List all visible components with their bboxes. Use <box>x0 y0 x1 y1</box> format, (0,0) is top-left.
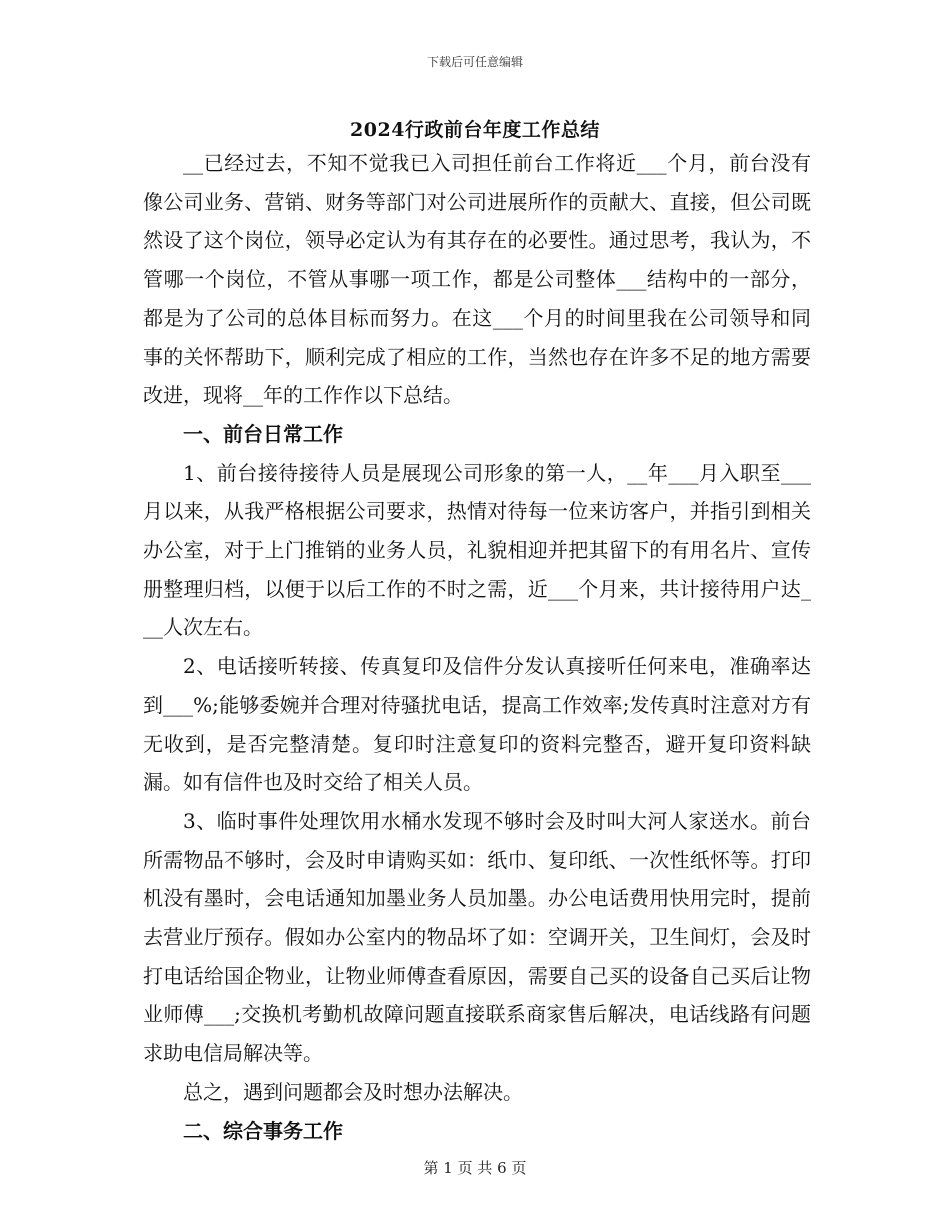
header-note: 下载后可任意编辑 <box>426 55 523 69</box>
page-number: 第 1 页 共 6 页 <box>423 1159 527 1177</box>
section-heading-general-affairs: 二、综合事务工作 <box>183 1118 343 1143</box>
section-heading-daily-work: 一、前台日常工作 <box>183 421 343 446</box>
intro-paragraph: __已经过去，不知不觉我已入司担任前台工作将近___个月，前台没有像公司业务、营销、财务等部门对公司进展所作的贡献大、直接，但公司既然设了这个岗位，领导必定认为有其存在的必要性。通过思考，我认为，不管哪一个岗位，不管从事哪一项工作，都是公司整体___结构中的一部分，都是为了公司的总体目标而努力。在这___个月的时间里我在公司领导和同事的关怀帮助下，顺利完成了相应的工作，当然也存在许多不足的地方需要改进，现将__年的工作作以下总结。 <box>143 151 811 408</box>
paragraph-summary: 总之，遇到问题都会及时想办法解决。 <box>183 1079 523 1104</box>
document-body <box>143 144 811 1150</box>
paragraph-phone-fax: 2、电话接听转接、传真复印及信件分发认真接听任何来电，准确率达到___%;能够委婉并合理对待骚扰电话，提高工作效率;发传真时注意对方有无收到，是否完整清楚。复印时注意复印的资料完整否，避开复印资料缺漏。如有信件也及时交给了相关人员。 <box>143 654 811 795</box>
paragraph-incidents: 3、临时事件处理饮用水桶水发现不够时会及时叫大河人家送水。前台所需物品不够时，会及时申请购买如：纸巾、复印纸、一次性纸怀等。打印机没有墨时，会电话通知加墨业务人员加墨。办公电话费用快用完时，提前去营业厅预存。假如办公室内的物品坏了如：空调开关，卫生间灯，会及时打电话给国企物业，让物业师傅查看原因，需要自己买的设备自己买后让物业师傅___;交换机考勤机故障问题直接联系商家售后解决，电话线路有问题求助电信局解决等。 <box>143 808 811 1066</box>
paragraph-reception: 1、前台接待接待人员是展现公司形象的第一人，__年___月入职至___月以来，从我严格根据公司要求，热情对待每一位来访客户，并指引到相关办公室，对于上门推销的业务人员，礼貌相迎并把其留下的有用名片、宣传册整理归档，以便于以后工作的不时之需，近___个月来，共计接待用户达___人次左右。 <box>143 460 811 640</box>
document-title: 2024行政前台年度工作总结 <box>350 119 600 141</box>
